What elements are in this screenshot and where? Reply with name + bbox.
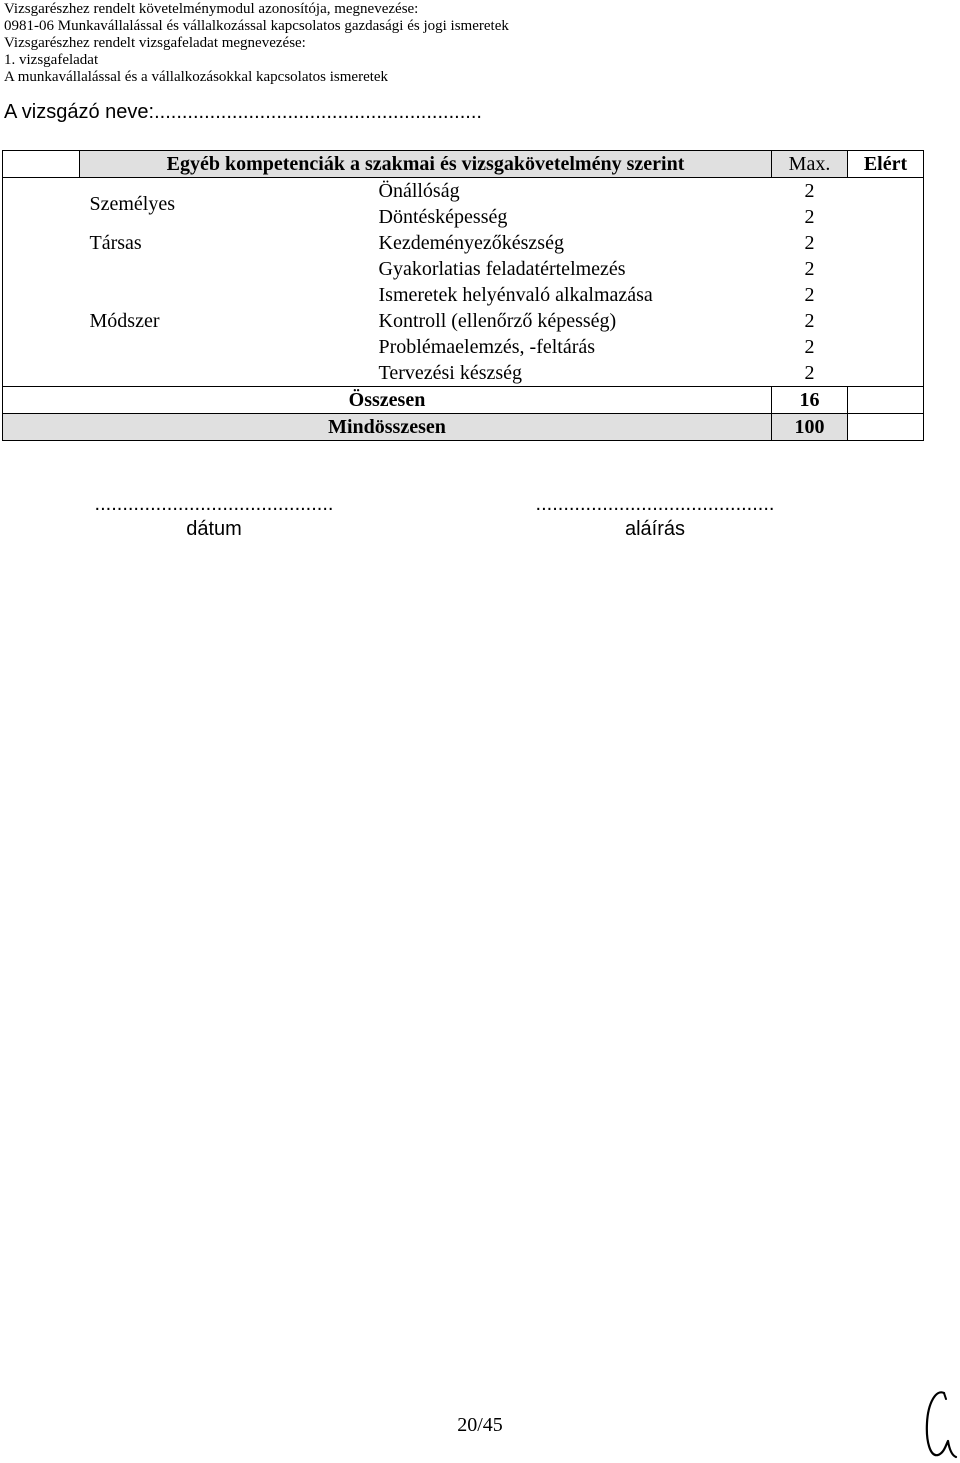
date-label: dátum	[186, 518, 242, 540]
achieved-cell	[848, 230, 924, 256]
achieved-cell	[848, 178, 924, 205]
header-line-1: Vizsgarészhez rendelt követelménymodul azonosítója, megnevezése:	[4, 1, 419, 17]
date-signature-block	[74, 492, 354, 542]
group-label-social: Társas	[89, 231, 142, 254]
achieved-cell	[848, 256, 924, 282]
max-column-header: Max.	[772, 151, 848, 178]
group-label-method: Módszer	[89, 309, 160, 332]
total-achieved-cell	[848, 387, 924, 414]
grand-total-row	[3, 414, 924, 441]
achieved-cell	[848, 282, 924, 308]
achieved-cell	[848, 360, 924, 387]
total-row	[3, 387, 924, 414]
table-row	[3, 256, 924, 282]
item-name: Döntésképesség	[378, 205, 508, 228]
item-max: 2	[804, 179, 815, 202]
header-line-2: 0981-06 Munkavállalással és vállalkozással kapcsolatos gazdasági és jogi ismeretek	[4, 18, 509, 34]
signature-dotted-line: ...........................................	[535, 493, 775, 515]
item-max: 2	[804, 231, 815, 254]
signature-block	[515, 492, 795, 542]
item-name: Ismeretek helyénvaló alkalmazása	[378, 283, 653, 306]
grand-total-max: 100	[772, 414, 848, 441]
header-line-5: A munkavállalással és a vállalkozásokkal kapcsolatos ismeretek	[4, 69, 389, 85]
group-label-personal: Személyes	[89, 192, 176, 215]
header-line-3: Vizsgarészhez rendelt vizsgafeladat megnevezése:	[4, 35, 306, 51]
item-name: Tervezési készség	[378, 361, 523, 384]
table-row	[3, 230, 924, 256]
total-max: 16	[772, 387, 848, 414]
header-line-4: 1. vizsgafeladat	[4, 52, 99, 68]
competency-table	[2, 150, 924, 441]
achieved-cell	[848, 334, 924, 360]
table-heading: Egyéb kompetenciák a szakmai és vizsgakövetelmény szerint	[80, 151, 772, 178]
total-label: Összesen	[3, 387, 772, 414]
item-max: 2	[804, 283, 815, 306]
item-max: 2	[804, 361, 815, 384]
item-name: Kezdeményezőkészség	[378, 231, 564, 254]
table-header-row	[3, 151, 924, 178]
date-dotted-line: ...........................................	[94, 493, 334, 515]
item-max: 2	[804, 205, 815, 228]
item-name: Gyakorlatias feladatértelmezés	[378, 257, 626, 280]
achieved-cell	[848, 204, 924, 230]
signature-label: aláírás	[624, 518, 686, 540]
item-name: Önállóság	[378, 179, 460, 202]
item-max: 2	[804, 335, 815, 358]
achieved-column-header: Elért	[848, 151, 924, 178]
achieved-cell	[848, 308, 924, 334]
examinee-name-field: A vizsgázó neve:...........................................................	[4, 101, 482, 123]
item-name: Problémaelemzés, -feltárás	[378, 335, 596, 358]
handwritten-mark-icon	[920, 1385, 960, 1463]
page-number: 20/45	[457, 1414, 503, 1436]
item-name: Kontroll (ellenőrző képesség)	[378, 309, 617, 332]
grand-total-achieved-cell	[848, 414, 924, 441]
empty-corner-cell	[3, 151, 80, 178]
table-row	[3, 178, 924, 205]
item-max: 2	[804, 257, 815, 280]
grand-total-label: Mindösszesen	[3, 414, 772, 441]
item-max: 2	[804, 309, 815, 332]
